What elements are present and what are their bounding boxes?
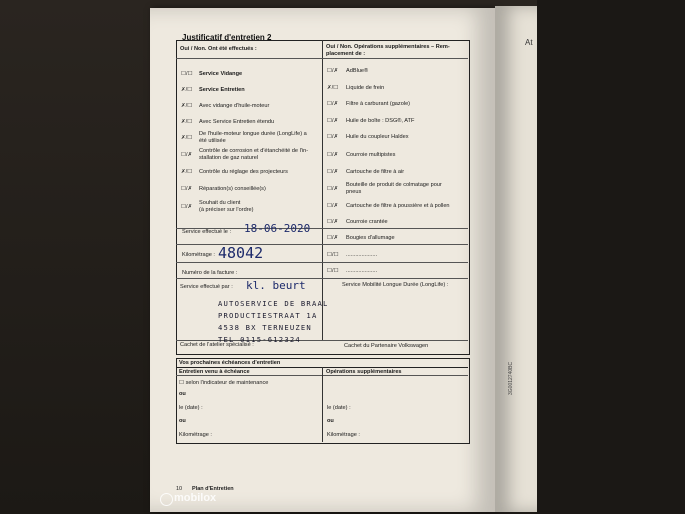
service-date-handwritten: 18-06-2020 [244, 222, 311, 235]
stamp-line: 4538 BX TERNEUZEN [218, 323, 312, 332]
checkbox-pair[interactable]: ✗/☐ [181, 103, 193, 109]
checkbox-pair[interactable]: ☐/✗ [327, 68, 339, 74]
invoice-number-label: Numéro de la facture : [182, 270, 238, 276]
service-by-handwritten: kl. beurt [246, 279, 306, 292]
checkbox-pair[interactable]: ☐/✗ [327, 169, 339, 175]
list-item-label: AdBlue® [346, 68, 369, 74]
checkbox-pair[interactable]: ☐/✗ [327, 118, 339, 124]
list-item-label: De l'huile-moteur longue durée (LongLife) a [199, 131, 307, 137]
checkbox-pair[interactable]: ✗/☐ [181, 135, 193, 141]
km-handwritten: 48042 [218, 244, 264, 262]
list-item-label: .................... [346, 252, 378, 258]
list-item-label: Bouteille de produit de colmatage pour [346, 182, 442, 188]
or-label-right: ou [327, 418, 334, 424]
list-item-label-line2: stallation de gaz naturel [199, 155, 259, 161]
stamp-line: PRODUCTIESTRAAT 1A [218, 311, 318, 320]
column-divider [322, 367, 323, 442]
rule [176, 58, 468, 59]
checkbox-pair[interactable]: ☐/✗ [181, 204, 193, 210]
checkbox-pair[interactable]: ☐/☐ [327, 252, 339, 258]
maintenance-indicator-option[interactable]: ☐ selon l'indicateur de maintenance [179, 380, 269, 386]
list-item-label: .................... [346, 268, 378, 274]
list-item-label: Contrôle du réglage des projecteurs [199, 169, 288, 175]
column-divider [322, 40, 323, 340]
or-label: ou [179, 391, 186, 397]
checkbox-pair[interactable]: ☐/☐ [181, 71, 193, 77]
checkbox-pair[interactable]: ✗/☐ [181, 87, 193, 93]
list-item-label: Avec Service Entretien étendu [199, 119, 275, 125]
list-item-label: Huile de boîte : DSG®, ATF [346, 118, 415, 124]
workshop-stamp [218, 298, 329, 346]
cachet-partner-label: Cachet du Partenaire Volkswagen [344, 343, 429, 349]
checkbox-pair[interactable]: ☐/✗ [327, 101, 339, 107]
next-service-title: Vos prochaines échéances d'entretien [179, 360, 281, 366]
service-date-label: Service effectué le : [182, 229, 232, 235]
watermark-logo-icon [160, 493, 173, 506]
next-date-label: le (date) : [179, 405, 203, 411]
list-item-label-line2: pneus [346, 189, 362, 195]
stamp-line: AUTOSERVICE DE BRAAL [218, 299, 329, 308]
cachet-workshop-label: Cachet de l'atelier spécialisé : [180, 342, 254, 348]
next-km-label-right: Kilométrage : [327, 432, 360, 438]
side-code: 3G0012740BC [508, 361, 514, 395]
next-km-label: Kilométrage : [179, 432, 212, 438]
checkbox-pair[interactable]: ☐/☐ [327, 268, 339, 274]
list-item-label: Avec vidange d'huile-moteur [199, 103, 270, 109]
checkbox-pair[interactable]: ☐/✗ [181, 152, 193, 158]
list-item-label: Contrôle de corrosion et d'étanchéité de l'in- [199, 148, 309, 154]
next-date-label-right: le (date) : [327, 405, 351, 411]
checkbox-pair[interactable]: ☐/✗ [327, 152, 339, 158]
next-left-header: Entretien venu à échéance [179, 369, 250, 375]
next-page-edge [495, 6, 537, 512]
checkbox-pair[interactable]: ☐/✗ [327, 235, 339, 241]
checkbox-pair[interactable]: ✗/☐ [181, 169, 193, 175]
list-item-label: Cartouche de filtre à air [346, 169, 405, 175]
right-column-header: Oui / Non. Opérations supplémentaires – Rem- [326, 44, 450, 50]
footer-section: Plan d'Entretien [192, 486, 234, 492]
right-column-header-line2: placement de : [326, 51, 366, 57]
list-item-label: Service Vidange [199, 71, 243, 77]
km-label: Kilométrage : [182, 252, 215, 258]
longlife-label: Service Mobilité Longue Durée (LongLife) : [342, 282, 449, 288]
list-item-label-line2: (à préciser sur l'ordre) [199, 207, 254, 213]
list-item-label: Huile du coupleur Haldex [346, 134, 409, 140]
service-by-label: Service effectué par : [180, 284, 233, 290]
list-item-label: Cartouche de filtre à poussière et à pollen [346, 203, 450, 209]
stamp-line: TEL 0115-612324 [218, 335, 301, 344]
list-item-label: Bougies d'allumage [346, 235, 395, 241]
checkbox-pair[interactable]: ☐/✗ [181, 186, 193, 192]
right-page-marker: At [525, 38, 533, 47]
checkbox-pair[interactable]: ✗/☐ [181, 119, 193, 125]
list-item-label: Réparation(s) conseillée(s) [199, 186, 266, 192]
next-right-header: Opérations supplémentaires [326, 369, 402, 375]
checkbox-pair[interactable]: ✗/☐ [327, 85, 339, 91]
list-item-label: Courroie multipistes [346, 152, 396, 158]
list-item-label: Souhait du client [199, 200, 241, 206]
checkbox-pair[interactable]: ☐/✗ [327, 203, 339, 209]
list-item-label: Filtre à carburant (gazole) [346, 101, 411, 107]
background-right [537, 0, 685, 514]
watermark: mobilox [174, 492, 217, 504]
rule [176, 262, 468, 263]
list-item-label: Service Entretien [199, 87, 245, 93]
checkbox-pair[interactable]: ☐/✗ [327, 134, 339, 140]
list-item-label-line2: été utilisée [199, 138, 226, 144]
list-item-label: Liquide de frein [346, 85, 385, 91]
page-number: 10 [176, 486, 183, 492]
checkbox-pair[interactable]: ☐/✗ [327, 186, 339, 192]
page-title: Justificatif d'entretien 2 [182, 33, 272, 42]
left-column-header: Oui / Non. Ont été effectués : [180, 46, 257, 52]
rule [176, 278, 468, 279]
checkbox-pair[interactable]: ☐/✗ [327, 219, 339, 225]
or-label: ou [179, 418, 186, 424]
list-item-label: Courroie crantée [346, 219, 388, 225]
